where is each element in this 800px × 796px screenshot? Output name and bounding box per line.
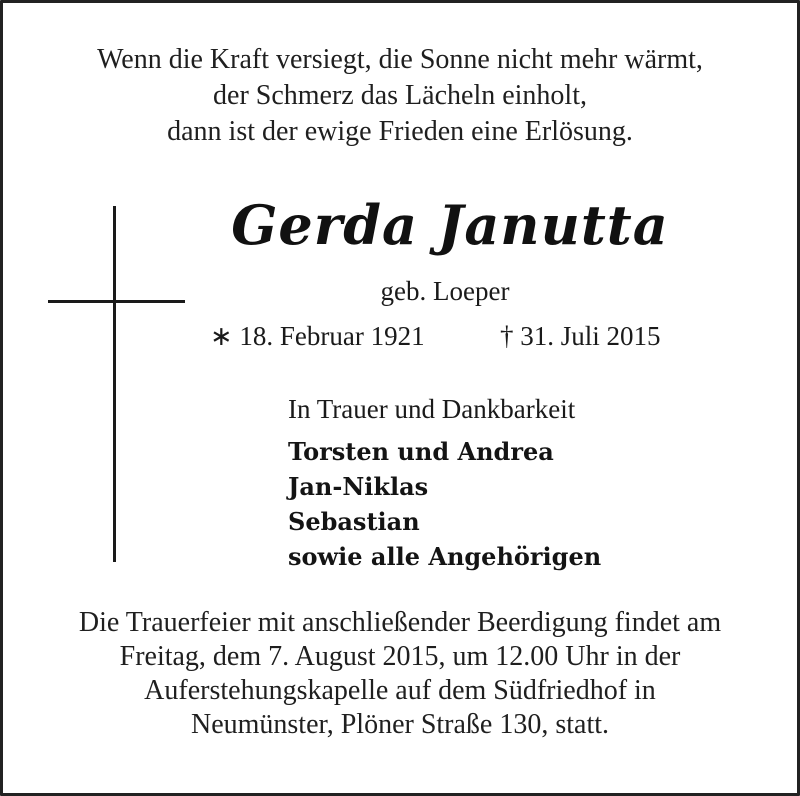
- mourner: Torsten und Andrea: [288, 437, 554, 466]
- poem: [0, 42, 800, 150]
- mourner: Jan-Niklas: [288, 472, 429, 501]
- poem-line: dann ist der ewige Frieden eine Erlösung.: [167, 116, 633, 147]
- mourners-list: [288, 434, 601, 574]
- funeral-line: Die Trauerfeier mit anschließender Beerdigung findet am: [78, 607, 722, 638]
- poem-line: Wenn die Kraft versiegt, die Sonne nicht mehr wärmt,: [97, 44, 703, 75]
- cross-vertical-bar: [113, 206, 116, 562]
- death-date: † 31. Juli 2015: [500, 321, 661, 351]
- mourning-heading: In Trauer und Dankbarkeit: [288, 394, 576, 424]
- mourner: sowie alle Angehörigen: [288, 542, 602, 571]
- birth-date: ∗ 18. Februar 1921: [210, 321, 425, 351]
- funeral-line: Neumünster, Plöner Straße 130, statt.: [190, 709, 610, 740]
- funeral-line: Auferstehungskapelle auf dem Südfriedhof in: [144, 675, 656, 706]
- mourner: Sebastian: [288, 507, 420, 536]
- funeral-details: [0, 606, 800, 742]
- cross-horizontal-bar: [48, 300, 185, 303]
- deceased-name: Gerda Janutta: [231, 193, 669, 257]
- funeral-line: Freitag, dem 7. August 2015, um 12.00 Uhr in der: [119, 641, 681, 672]
- poem-line: der Schmerz das Lächeln einholt,: [213, 80, 587, 111]
- birth-name: geb. Loeper: [380, 276, 510, 306]
